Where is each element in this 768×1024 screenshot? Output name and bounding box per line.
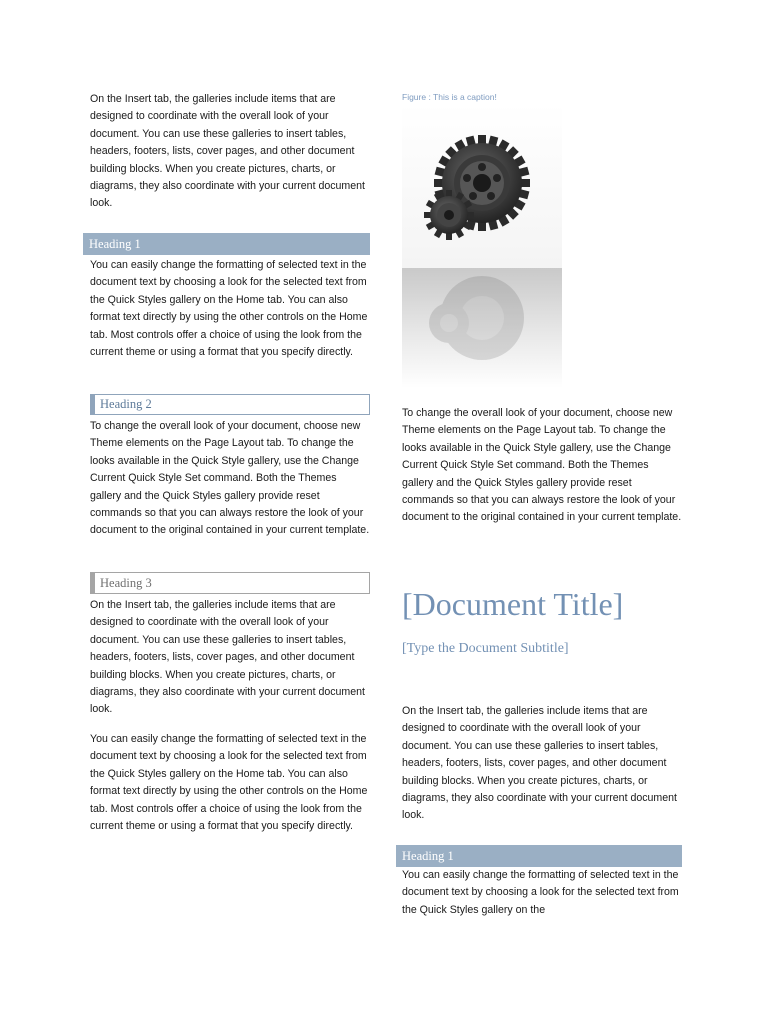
right-paragraph-3: You can easily change the formatting of selected text in the document text by choosing a look for the selected text from the Quick Styles gallery on the [402, 869, 679, 916]
document-subtitle: [Type the Document Subtitle] [402, 641, 569, 656]
left-paragraph-5: You can easily change the formatting of selected text in the document text by choosing a look for the selected text from the Quick Styles gallery on the Home tab. You can also format text directly by using the other controls on the Home tab. Most controls offer a choice of using the look from the current theme or using a format that you specify directly. [90, 733, 368, 833]
gears-image [402, 103, 562, 388]
right-heading-1: Heading 1 [396, 845, 682, 867]
gears-reflection-icon [402, 268, 562, 388]
figure-caption: Figure : This is a caption! [402, 92, 497, 102]
left-paragraph-4: On the Insert tab, the galleries include items that are designed to coordinate with the overall look of your document. You can use these galleries to insert tables, headers, footers, lists, cover pages, and other document building blocks. When you create pictures, charts, or diagrams, they also coordinate with your current document look. [90, 599, 365, 716]
left-heading-2: Heading 2 [90, 394, 370, 415]
left-heading-1: Heading 1 [83, 233, 370, 255]
gears-icon [402, 103, 562, 268]
right-paragraph-2: On the Insert tab, the galleries include items that are designed to coordinate with the overall look of your document. You can use these galleries to insert tables, headers, footers, lists, cover pages, and other document building blocks. When you create pictures, charts, or diagrams, they also coordinate with your current document look. [402, 705, 677, 822]
figure-image-area [402, 103, 562, 268]
left-paragraph-3: To change the overall look of your document, choose new Theme elements on the Page Layout tab. To change the looks available in the Quick Style gallery, use the Change Current Quick Style Set command. Both the Themes gallery and the Quick Styles gallery provide reset commands so that you can always restore the look of your document to the original contained in your current template. [90, 420, 370, 537]
left-paragraph-1: On the Insert tab, the galleries include items that are designed to coordinate with the overall look of your document. You can use these galleries to insert tables, headers, footers, lists, cover pages, and other document building blocks. When you create pictures, charts, or diagrams, they also coordinate with your current document look. [90, 93, 365, 210]
right-paragraph-1: To change the overall look of your document, choose new Theme elements on the Page Layout tab. To change the looks available in the Quick Style gallery, use the Change Current Quick Style Set command. Both the Themes gallery and the Quick Styles gallery provide reset commands so that you can always restore the look of your document to the original contained in your current template. [402, 407, 682, 524]
document-title: [Document Title] [402, 586, 624, 622]
left-heading-3: Heading 3 [90, 572, 370, 594]
left-paragraph-2: You can easily change the formatting of selected text in the document text by choosing a look for the selected text from the Quick Styles gallery on the Home tab. You can also format text directly by using the other controls on the Home tab. Most controls offer a choice of using the look from the current theme or using a format that you specify directly. [90, 259, 368, 359]
figure-reflection [402, 268, 562, 388]
